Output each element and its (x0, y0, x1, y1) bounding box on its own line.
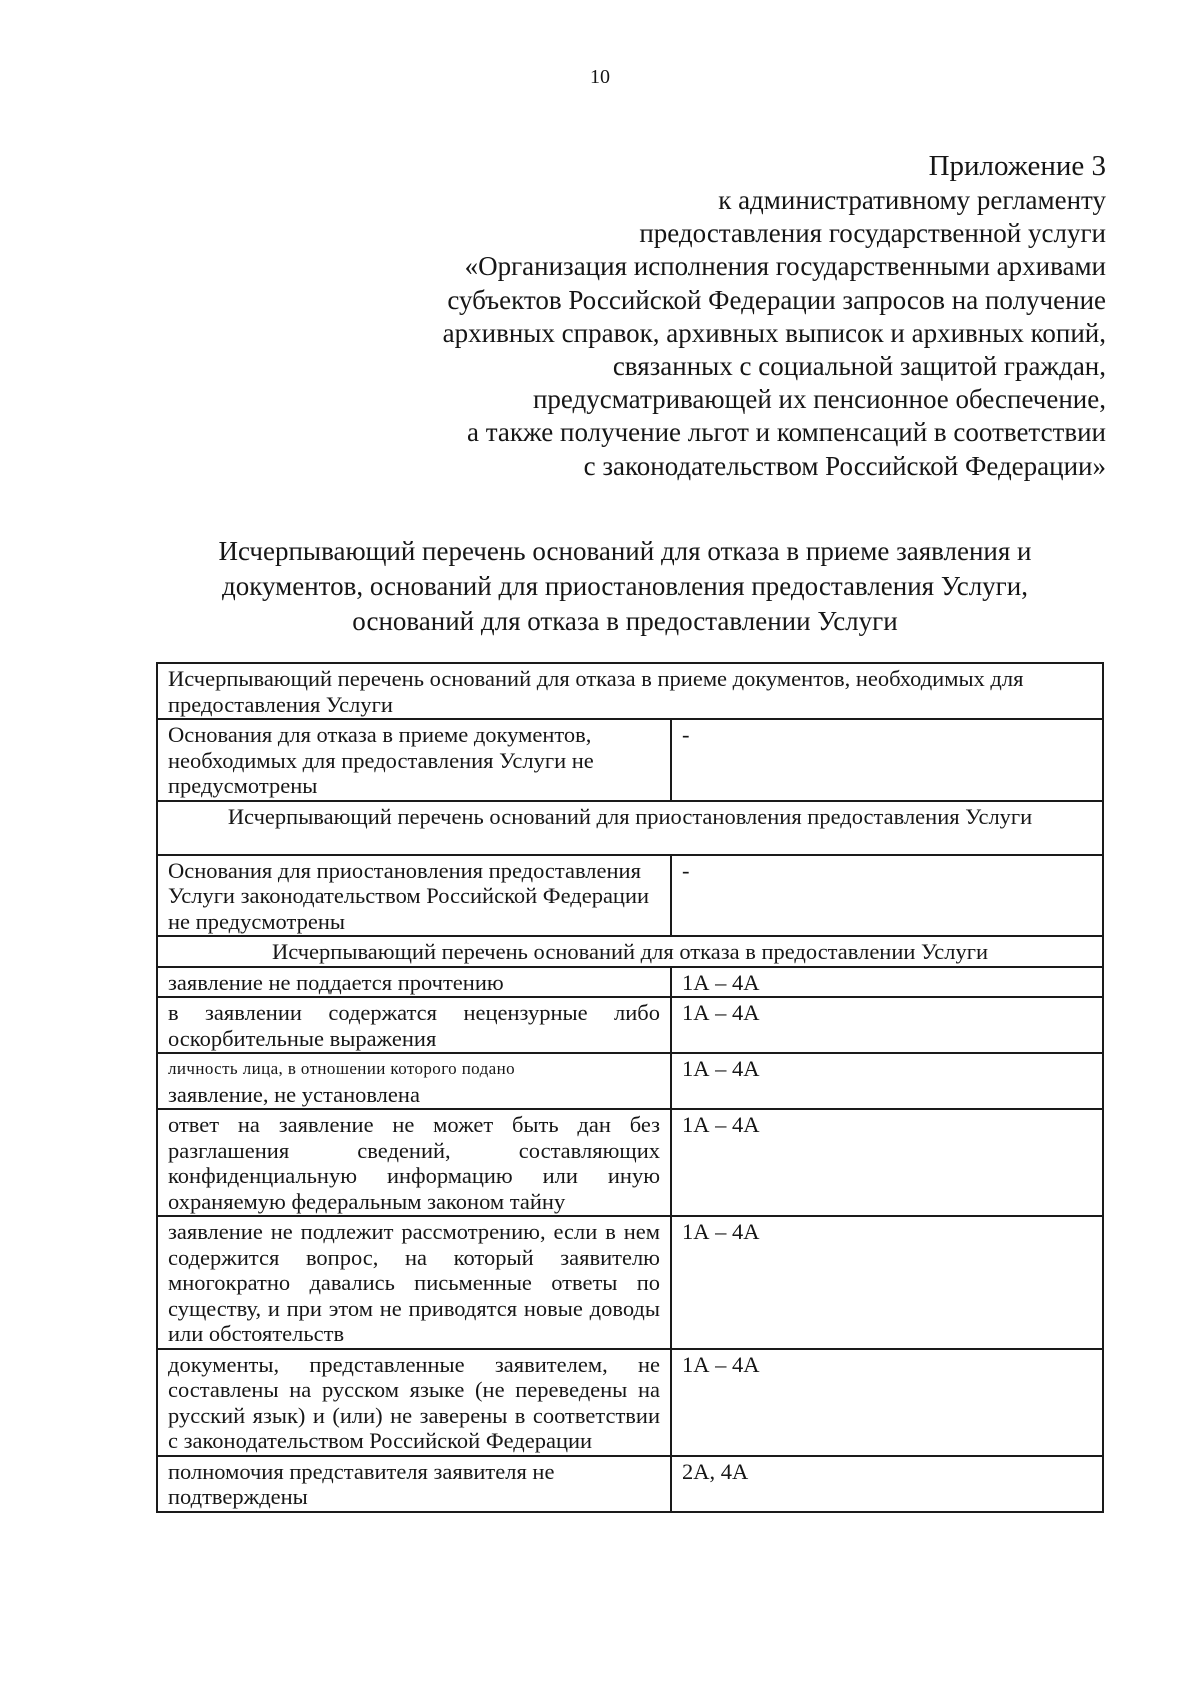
ground-cell: заявление не поддается прочтению (157, 967, 671, 998)
ground-cell: полномочия представителя заявителя не подтверждены (157, 1456, 671, 1512)
value-cell: 1А – 4А (671, 997, 1103, 1053)
appendix-line: «Организация исполнения государственными архивами (464, 251, 1106, 282)
ground-line: заявление, не установлена (168, 1081, 420, 1107)
value-cell: 1А – 4А (671, 1053, 1103, 1109)
ground-line: личность лица, в отношении которого подано (168, 1059, 515, 1078)
appendix-title: Приложение 3 (928, 150, 1106, 182)
ground-cell: заявление не подлежит рассмотрению, если в нем содержится вопрос, на который заявителю многократно давались письменные ответы по существу, и при этом не приводятся новые доводы или обстоятельств (157, 1216, 671, 1349)
ground-cell: Основания для приостановления предоставления Услуги законодательством Российской Федерации не предусмотрены (157, 855, 671, 937)
grounds-table (156, 662, 1104, 1513)
value-cell: 1А – 4А (671, 967, 1103, 998)
section-header-row (157, 663, 1103, 719)
appendix-line: с законодательством Российской Федерации» (583, 450, 1106, 481)
section-header-suspension: Исчерпывающий перечень оснований для приостановления предоставления Услуги (157, 801, 1103, 855)
appendix-line: предоставления государственной услуги (639, 218, 1106, 249)
table-row (157, 1349, 1103, 1456)
section-header-service-refusal: Исчерпывающий перечень оснований для отказа в предоставлении Услуги (157, 936, 1103, 967)
ground-cell: в заявлении содержатся нецензурные либо оскорбительные выражения (157, 997, 671, 1053)
table-row (157, 967, 1103, 998)
heading-line: документов, оснований для приостановления предоставления Услуги, (222, 571, 1028, 601)
table-row (157, 1456, 1103, 1512)
document-heading (150, 534, 1100, 639)
section-header-row (157, 936, 1103, 967)
table-row (157, 1109, 1103, 1216)
heading-line: Исчерпывающий перечень оснований для отказа в приеме заявления и (218, 536, 1032, 566)
ground-cell: ответ на заявление не может быть дан без разглашения сведений, составляющих конфиденциальную информацию или иную охраняемую федеральным законом тайну (157, 1109, 671, 1216)
value-cell: 1А – 4А (671, 1349, 1103, 1456)
appendix-line: архивных справок, архивных выписок и архивных копий, (442, 317, 1106, 348)
page-number: 10 (590, 66, 610, 88)
value-cell: - (671, 855, 1103, 937)
table-row (157, 719, 1103, 801)
appendix-line: к административному регламенту (718, 185, 1106, 215)
appendix-line: а также получение льгот и компенсаций в соответствии (467, 417, 1106, 448)
appendix-line: предусматривающей их пенсионное обеспечение, (532, 384, 1106, 415)
table-row (157, 1053, 1103, 1109)
value-cell: 2А, 4А (671, 1456, 1103, 1512)
heading-line: оснований для отказа в предоставлении Услуги (352, 606, 898, 636)
appendix-line: субъектов Российской Федерации запросов на получение (447, 284, 1106, 315)
table-row (157, 997, 1103, 1053)
ground-cell: Основания для отказа в приеме документов, необходимых для предоставления Услуги не предусмотрены (157, 719, 671, 801)
appendix-block (346, 148, 1106, 483)
appendix-line: связанных с социальной защитой граждан, (612, 351, 1106, 382)
section-header-row (157, 801, 1103, 855)
value-cell: 1А – 4А (671, 1216, 1103, 1349)
table-row (157, 1216, 1103, 1349)
section-header-document-refusal: Исчерпывающий перечень оснований для отказа в приеме документов, необходимых для предоставления Услуги (157, 663, 1103, 719)
table-row (157, 855, 1103, 937)
ground-cell (157, 1053, 671, 1109)
value-cell: - (671, 719, 1103, 801)
ground-cell: документы, представленные заявителем, не составлены на русском языке (не переведены на русский язык) и (или) не заверены в соответствии с законодательством Российской Федерации (157, 1349, 671, 1456)
value-cell: 1А – 4А (671, 1109, 1103, 1216)
